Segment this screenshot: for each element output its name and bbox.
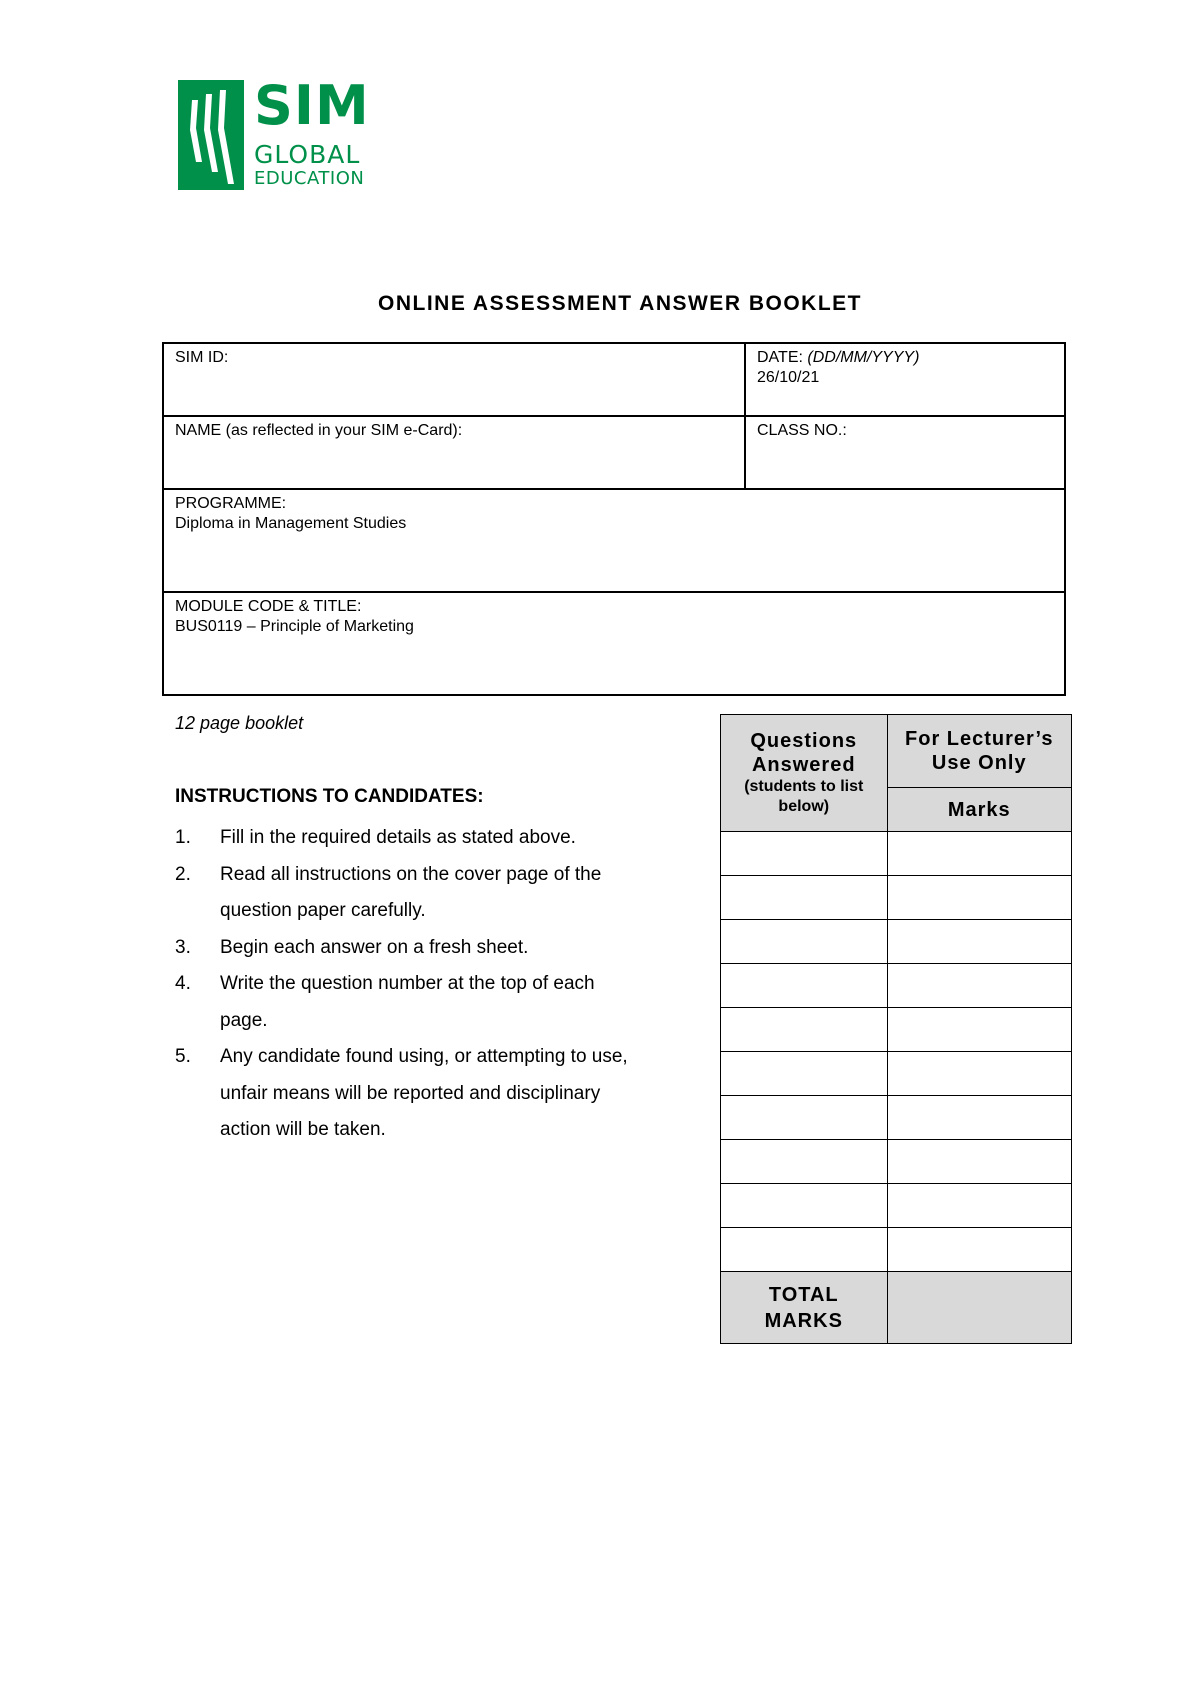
instruction-item (175, 1039, 645, 1149)
sim-logo (178, 74, 378, 190)
booklet-note: 12 page booklet (175, 713, 304, 733)
total-marks-label-cell (721, 1272, 888, 1344)
programme-value: Diploma in Management Studies (175, 515, 407, 532)
table-row (721, 832, 1072, 876)
marks-cell[interactable] (887, 1184, 1071, 1228)
table-row (721, 1096, 1072, 1140)
name-field[interactable] (163, 416, 745, 489)
marks-cell[interactable] (887, 1052, 1071, 1096)
module-label: MODULE CODE & TITLE: (175, 598, 362, 615)
lecturer-use-header (887, 715, 1071, 788)
instruction-number: 2. (175, 863, 191, 885)
lecturer-use-title: For Lecturer’s Use Only (905, 728, 1054, 774)
class-no-label: CLASS NO.: (757, 422, 847, 439)
instruction-text: Read all instructions on the cover page of the question paper carefully. (220, 863, 602, 921)
questions-answered-title: Questions Answered (750, 730, 858, 776)
question-cell[interactable] (721, 832, 888, 876)
instruction-item (175, 857, 645, 930)
sim-id-label: SIM ID: (175, 349, 229, 366)
date-label: DATE: (757, 349, 803, 366)
logo-text-education: EDUCATION (254, 168, 365, 189)
question-cell[interactable] (721, 920, 888, 964)
logo-text-global: GLOBAL (254, 140, 361, 169)
instruction-text: Fill in the required details as stated above. (220, 827, 576, 848)
total-marks-cell[interactable] (887, 1272, 1071, 1344)
marks-header (887, 788, 1071, 832)
class-no-field[interactable] (745, 416, 1065, 489)
table-row (721, 876, 1072, 920)
question-cell[interactable] (721, 1140, 888, 1184)
name-label: NAME (as reflected in your SIM e-Card): (175, 422, 463, 439)
page-title: ONLINE ASSESSMENT ANSWER BOOKLET (378, 292, 862, 315)
instructions-list (175, 820, 645, 1149)
instruction-number: 3. (175, 936, 191, 958)
table-row (721, 1140, 1072, 1184)
table-row (721, 920, 1072, 964)
instruction-item (175, 930, 645, 967)
question-cell[interactable] (721, 1096, 888, 1140)
question-cell[interactable] (721, 876, 888, 920)
question-cell[interactable] (721, 1184, 888, 1228)
marks-cell[interactable] (887, 1096, 1071, 1140)
marks-cell[interactable] (887, 920, 1071, 964)
sim-logo-mark-icon (178, 80, 244, 190)
instruction-text: Write the question number at the top of each page. (220, 973, 595, 1031)
marks-table (720, 714, 1072, 1344)
instruction-number: 5. (175, 1046, 191, 1067)
marks-cell[interactable] (887, 876, 1071, 920)
instruction-text: Begin each answer on a fresh sheet. (220, 936, 529, 958)
table-row (721, 1228, 1072, 1272)
question-cell[interactable] (721, 1228, 888, 1272)
marks-cell[interactable] (887, 1008, 1071, 1052)
module-field[interactable] (163, 592, 1065, 695)
marks-title: Marks (947, 798, 1011, 821)
question-cell[interactable] (721, 964, 888, 1008)
logo-text-sim: SIM (254, 74, 370, 137)
date-value: 26/10/21 (757, 369, 820, 386)
marks-cell[interactable] (887, 1140, 1071, 1184)
instructions-heading: INSTRUCTIONS TO CANDIDATES: (175, 786, 484, 807)
total-marks-label: TOTAL MARKS (764, 1283, 843, 1332)
instruction-number: 1. (175, 827, 191, 848)
question-cell[interactable] (721, 1052, 888, 1096)
instruction-item (175, 820, 645, 857)
table-row (721, 1008, 1072, 1052)
questions-answered-header (721, 715, 888, 832)
question-cell[interactable] (721, 1008, 888, 1052)
programme-label: PROGRAMME: (175, 495, 287, 512)
date-format-hint: (DD/MM/YYYY) (807, 349, 920, 366)
instruction-item (175, 966, 645, 1039)
programme-field[interactable] (163, 489, 1065, 592)
marks-cell[interactable] (887, 1228, 1071, 1272)
table-row (721, 964, 1072, 1008)
sim-id-field[interactable] (163, 343, 745, 416)
module-value: BUS0119 – Principle of Marketing (175, 618, 414, 635)
marks-cell[interactable] (887, 964, 1071, 1008)
instruction-number: 4. (175, 973, 191, 994)
candidate-details-table (162, 342, 1066, 696)
table-row (721, 1052, 1072, 1096)
date-field[interactable] (745, 343, 1065, 416)
questions-answered-subtitle: (students to list below) (744, 778, 864, 815)
marks-cell[interactable] (887, 832, 1071, 876)
instruction-text: Any candidate found using, or attempting to use, unfair means will be reported and disciplinary action will be taken. (220, 1046, 628, 1140)
table-row (721, 1184, 1072, 1228)
